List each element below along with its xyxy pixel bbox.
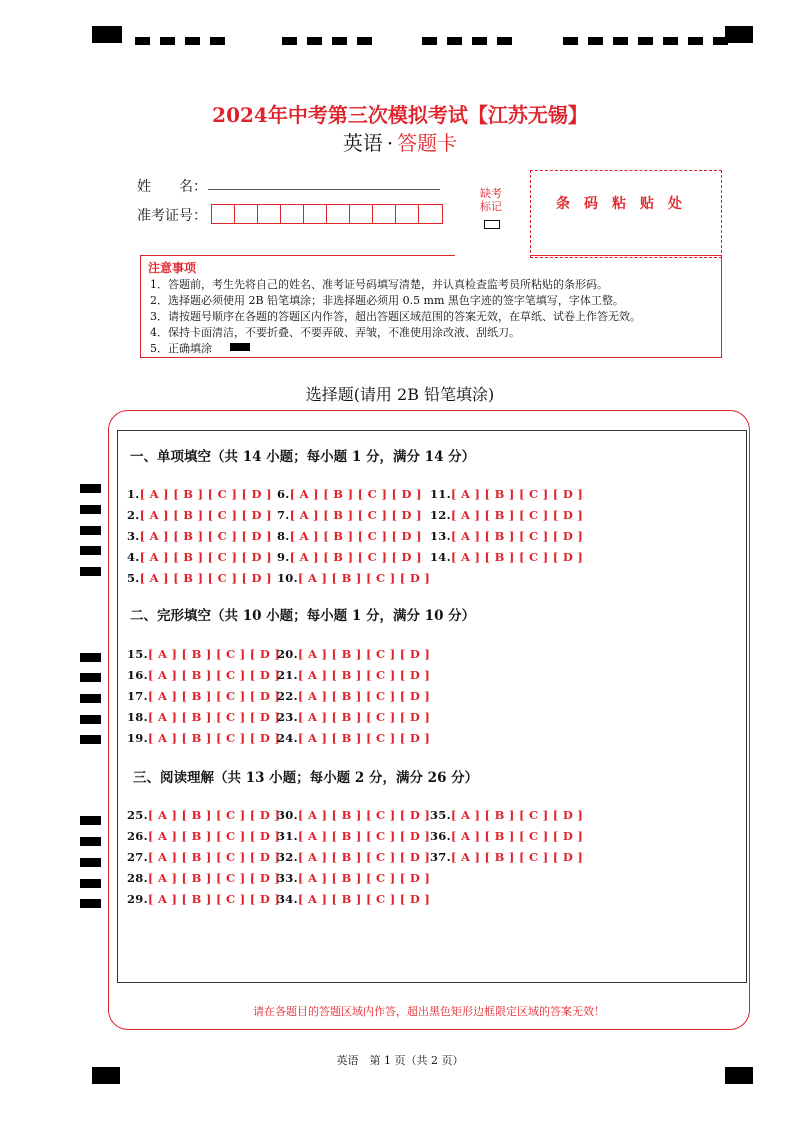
question-row (430, 808, 583, 822)
question-number: 30. (277, 808, 298, 822)
answer-options[interactable]: [ A ] [ B ] [ C ] [ D ] (297, 647, 431, 661)
id-digit-box[interactable] (212, 205, 235, 223)
question-number: 8. (277, 529, 290, 543)
answer-options[interactable]: [ A ] [ B ] [ C ] [ D ] (289, 508, 422, 522)
question-row (277, 550, 422, 564)
question-number: 1. (127, 487, 140, 501)
timing-mark (80, 694, 101, 703)
answer-options[interactable]: [ A ] [ B ] [ C ] [ D ] (297, 850, 431, 864)
exam-title: 2024年中考第三次模拟考试【江苏无锡】 (212, 103, 588, 127)
card-name: 答题卡 (397, 131, 458, 155)
notice-title: 注意事项 (148, 261, 197, 275)
question-number: 6. (277, 487, 290, 501)
answer-options[interactable]: [ A ] [ B ] [ C ] [ D ] (297, 668, 431, 682)
id-digit-box[interactable] (396, 205, 419, 223)
answer-options[interactable]: [ A ] [ B ] [ C ] [ D ] (450, 829, 584, 843)
answer-options[interactable]: [ A ] [ B ] [ C ] [ D ] (297, 571, 431, 585)
question-row (430, 550, 583, 564)
question-number: 20. (277, 647, 298, 661)
id-number-boxes[interactable] (211, 204, 443, 224)
timing-mark (563, 37, 578, 45)
question-row (127, 808, 280, 822)
question-row (277, 871, 430, 885)
timing-mark (497, 37, 512, 45)
timing-mark (638, 37, 653, 45)
answer-options[interactable]: [ A ] [ B ] [ C ] [ D ] (297, 871, 431, 885)
id-digit-box[interactable] (419, 205, 442, 223)
question-number: 9. (277, 550, 290, 564)
question-row (127, 487, 272, 501)
question-row (127, 829, 280, 843)
timing-mark (135, 37, 150, 45)
timing-mark (210, 37, 225, 45)
id-digit-box[interactable] (235, 205, 258, 223)
question-number: 19. (127, 731, 148, 745)
question-number: 25. (127, 808, 148, 822)
timing-mark (307, 37, 322, 45)
answer-options[interactable]: [ A ] [ B ] [ C ] [ D ] (147, 850, 281, 864)
answer-options[interactable]: [ A ] [ B ] [ C ] [ D ] (139, 571, 272, 585)
id-digit-box[interactable] (304, 205, 327, 223)
answer-options[interactable]: [ A ] [ B ] [ C ] [ D ] (297, 808, 431, 822)
timing-mark (80, 879, 101, 888)
question-number: 16. (127, 668, 148, 682)
timing-mark (447, 37, 462, 45)
timing-mark (80, 715, 101, 724)
timing-mark (80, 567, 101, 576)
timing-mark (80, 673, 101, 682)
question-row (127, 710, 280, 724)
answer-options[interactable]: [ A ] [ B ] [ C ] [ D ] (147, 668, 281, 682)
answer-options[interactable]: [ A ] [ B ] [ C ] [ D ] (147, 710, 281, 724)
part-title: 一、单项填空（共 14 小题；每小题 1 分，满分 14 分） (130, 449, 476, 465)
question-number: 34. (277, 892, 298, 906)
answer-options[interactable]: [ A ] [ B ] [ C ] [ D ] (450, 487, 584, 501)
question-number: 28. (127, 871, 148, 885)
corner-mark-top-right (725, 26, 753, 43)
id-digit-box[interactable] (327, 205, 350, 223)
notice-item: 2．选择题必须使用 2B 铅笔填涂；非选择题必须用 0.5 mm 黑色字迹的签字笔填写，字体工整。 (150, 294, 624, 307)
name-label: 姓 名： (137, 179, 207, 195)
timing-mark (357, 37, 372, 45)
corner-mark-bottom-left (92, 1067, 120, 1084)
answer-options[interactable]: [ A ] [ B ] [ C ] [ D ] (450, 550, 584, 564)
question-number: 27. (127, 850, 148, 864)
question-number: 32. (277, 850, 298, 864)
question-number: 31. (277, 829, 298, 843)
question-number: 29. (127, 892, 148, 906)
answer-options[interactable]: [ A ] [ B ] [ C ] [ D ] (297, 892, 431, 906)
question-row (127, 668, 280, 682)
answer-options[interactable]: [ A ] [ B ] [ C ] [ D ] (147, 871, 281, 885)
question-row (127, 508, 272, 522)
answer-options[interactable]: [ A ] [ B ] [ C ] [ D ] (450, 808, 584, 822)
timing-mark (80, 816, 101, 825)
question-row (127, 550, 272, 564)
question-row (127, 689, 280, 703)
question-row (430, 850, 583, 864)
absent-mark-label: 缺考标记 (480, 187, 502, 213)
question-row (127, 571, 272, 585)
id-digit-box[interactable] (350, 205, 373, 223)
question-row (127, 647, 280, 661)
filled-bubble-example (230, 343, 250, 351)
timing-mark (80, 526, 101, 535)
question-number: 7. (277, 508, 290, 522)
question-number: 21. (277, 668, 298, 682)
question-row (277, 892, 430, 906)
answer-options[interactable]: [ A ] [ B ] [ C ] [ D ] (139, 487, 272, 501)
answer-options[interactable]: [ A ] [ B ] [ C ] [ D ] (139, 529, 272, 543)
question-number: 23. (277, 710, 298, 724)
question-number: 12. (430, 508, 451, 522)
timing-mark (613, 37, 628, 45)
timing-mark (160, 37, 175, 45)
bottom-warning: 请在各题目的答题区域内作答，超出黑色矩形边框限定区域的答案无效！ (253, 1005, 605, 1018)
notice-item: 1．答题前，考生先将自己的姓名、准考证号码填写清楚，并认真检查监考员所粘贴的条形码。 (150, 278, 608, 291)
question-row (277, 571, 430, 585)
notice-item: 3．请按题号顺序在各题的答题区内作答，超出答题区域范围的答案无效，在草纸、试卷上作答无效。 (150, 310, 641, 323)
timing-mark (588, 37, 603, 45)
question-number: 22. (277, 689, 298, 703)
notice-item: 5．正确填涂 (150, 342, 212, 355)
id-label: 准考证号： (137, 208, 207, 224)
timing-mark (713, 37, 728, 45)
question-row (277, 710, 430, 724)
absent-mark-box[interactable] (484, 220, 500, 229)
question-number: 13. (430, 529, 451, 543)
question-number: 33. (277, 871, 298, 885)
answer-options[interactable]: [ A ] [ B ] [ C ] [ D ] (147, 808, 281, 822)
question-number: 18. (127, 710, 148, 724)
timing-mark (688, 37, 703, 45)
question-number: 10. (277, 571, 298, 585)
question-number: 35. (430, 808, 451, 822)
answer-options[interactable]: [ A ] [ B ] [ C ] [ D ] (297, 731, 431, 745)
answer-options[interactable]: [ A ] [ B ] [ C ] [ D ] (289, 487, 422, 501)
barcode-label: 条码粘贴处 (556, 196, 696, 212)
timing-mark (422, 37, 437, 45)
page-footer: 英语 第 1 页（共 2 页） (336, 1054, 464, 1067)
timing-mark (332, 37, 347, 45)
answer-options[interactable]: [ A ] [ B ] [ C ] [ D ] (297, 829, 431, 843)
question-number: 26. (127, 829, 148, 843)
id-digit-box[interactable] (281, 205, 304, 223)
question-row (127, 850, 280, 864)
question-number: 3. (127, 529, 140, 543)
question-row (277, 731, 430, 745)
question-number: 17. (127, 689, 148, 703)
answer-options[interactable]: [ A ] [ B ] [ C ] [ D ] (450, 850, 584, 864)
question-row (277, 668, 430, 682)
subtitle-separator: · (386, 131, 394, 155)
question-row (127, 731, 280, 745)
answer-options[interactable]: [ A ] [ B ] [ C ] [ D ] (297, 689, 431, 703)
answer-options[interactable]: [ A ] [ B ] [ C ] [ D ] (289, 550, 422, 564)
question-row (430, 508, 583, 522)
question-row (127, 871, 280, 885)
question-row (430, 829, 583, 843)
answer-options[interactable]: [ A ] [ B ] [ C ] [ D ] (450, 529, 584, 543)
notice-item: 4．保持卡面清洁，不要折叠、不要弄破、弄皱，不准使用涂改液、刮纸刀。 (150, 326, 520, 339)
question-row (277, 487, 422, 501)
question-number: 36. (430, 829, 451, 843)
question-row (430, 487, 583, 501)
question-number: 14. (430, 550, 451, 564)
timing-mark (663, 37, 678, 45)
timing-mark (80, 546, 101, 555)
subject-name: 英语 (342, 131, 383, 155)
answer-options[interactable]: [ A ] [ B ] [ C ] [ D ] (147, 731, 281, 745)
part-title: 三、阅读理解（共 13 小题；每小题 2 分，满分 26 分） (133, 770, 479, 786)
id-digit-box[interactable] (258, 205, 281, 223)
notice-border-gap (455, 251, 530, 257)
answer-options[interactable]: [ A ] [ B ] [ C ] [ D ] (139, 550, 272, 564)
timing-mark (80, 837, 101, 846)
answer-options[interactable]: [ A ] [ B ] [ C ] [ D ] (139, 508, 272, 522)
answer-options[interactable]: [ A ] [ B ] [ C ] [ D ] (289, 529, 422, 543)
question-row (127, 529, 272, 543)
barcode-area (530, 170, 722, 258)
timing-mark (472, 37, 487, 45)
question-number: 15. (127, 647, 148, 661)
part-title: 二、完形填空（共 10 小题；每小题 1 分，满分 10 分） (130, 608, 476, 624)
timing-mark (80, 653, 101, 662)
question-number: 37. (430, 850, 451, 864)
timing-mark (80, 858, 101, 867)
answer-options[interactable]: [ A ] [ B ] [ C ] [ D ] (147, 829, 281, 843)
corner-mark-bottom-right (725, 1067, 753, 1084)
question-number: 5. (127, 571, 140, 585)
timing-mark (80, 484, 101, 493)
question-row (277, 829, 430, 843)
question-number: 4. (127, 550, 140, 564)
name-input-line[interactable] (208, 189, 440, 190)
answer-options[interactable]: [ A ] [ B ] [ C ] [ D ] (297, 710, 431, 724)
question-row (430, 529, 583, 543)
card-subtitle (0, 127, 800, 156)
answer-options[interactable]: [ A ] [ B ] [ C ] [ D ] (147, 892, 281, 906)
answer-options[interactable]: [ A ] [ B ] [ C ] [ D ] (147, 689, 281, 703)
answer-options[interactable]: [ A ] [ B ] [ C ] [ D ] (450, 508, 584, 522)
question-row (127, 892, 280, 906)
timing-mark (185, 37, 200, 45)
timing-mark (80, 735, 101, 744)
question-row (277, 850, 430, 864)
question-row (277, 529, 422, 543)
choice-section-heading: 选择题(请用 2B 铅笔填涂) (305, 385, 495, 404)
question-row (277, 808, 430, 822)
answer-options[interactable]: [ A ] [ B ] [ C ] [ D ] (147, 647, 281, 661)
question-row (277, 508, 422, 522)
corner-mark-top-left (92, 26, 122, 43)
id-digit-box[interactable] (373, 205, 396, 223)
question-row (277, 689, 430, 703)
question-row (277, 647, 430, 661)
timing-mark (282, 37, 297, 45)
question-number: 24. (277, 731, 298, 745)
timing-mark (80, 899, 101, 908)
timing-mark (80, 505, 101, 514)
question-number: 2. (127, 508, 140, 522)
question-number: 11. (430, 487, 451, 501)
